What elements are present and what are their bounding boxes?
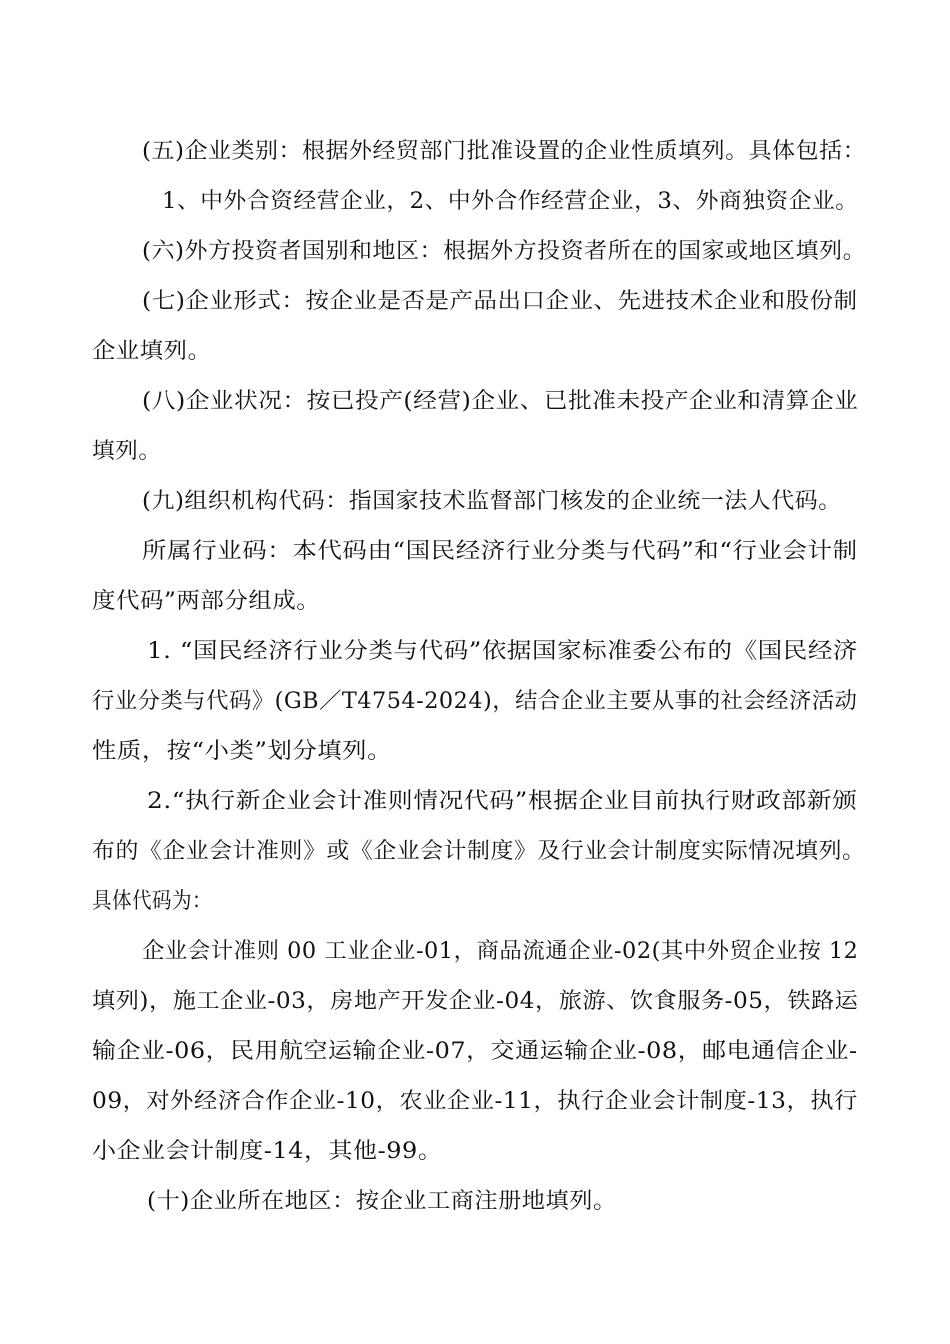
text-line: 所属行业码：本代码由“国民经济行业分类与代码”和“行业会计制: [142, 539, 858, 564]
text-line: 2.“执行新企业会计准则情况代码”根据企业目前执行财政部新颁: [147, 789, 858, 814]
text-line: 1. “国民经济行业分类与代码”依据国家标准委公布的《国民经济: [147, 639, 858, 664]
text-line: 填列)，施工企业-03，房地产开发企业-04，旅游、饮食服务-05，铁路运: [92, 989, 859, 1014]
text-line: 具体代码为：: [92, 889, 213, 914]
text-line: 性质，按“小类”划分填列。: [92, 739, 392, 764]
text-line: 09，对外经济合作企业-10，农业企业-11，执行企业会计制度-13，执行: [92, 1089, 858, 1114]
text-line: (五)企业类别：根据外经贸部门批准设置的企业性质填列。具体包括：: [142, 139, 867, 164]
text-line: 行业分类与代码》(GB／T4754-2024)，结合企业主要从事的社会经济活动: [92, 689, 858, 714]
text-line: (十)企业所在地区：按企业工商注册地填列。: [147, 1189, 617, 1214]
text-line: 布的《企业会计准则》或《企业会计制度》及行业会计制度实际情况填列。: [92, 839, 866, 864]
text-line: (七)企业形式：按企业是否是产品出口企业、先进技术企业和股份制: [142, 289, 858, 314]
text-line: (六)外方投资者国别和地区：根据外方投资者所在的国家或地区填列。: [142, 239, 867, 264]
text-line: 企业填列。: [92, 339, 212, 364]
text-line: (九)组织机构代码：指国家技术监督部门核发的企业统一法人代码。: [142, 489, 842, 514]
text-line: (八)企业状况：按已投产(经营)企业、已批准未投产企业和清算企业: [142, 389, 859, 414]
text-line: 度代码”两部分组成。: [92, 589, 321, 614]
text-line: 填列。: [92, 439, 162, 464]
text-line: 企业会计准则 00 工业企业-01，商品流通企业-02(其中外贸企业按 12: [142, 939, 859, 964]
text-line: 小企业会计制度-14，其他-99。: [92, 1139, 443, 1164]
text-line: 1、中外合资经营企业，2、中外合作经营企业，3、外商独资企业。: [162, 189, 859, 214]
text-line: 输企业-06，民用航空运输企业-07，交通运输企业-08，邮电通信企业-: [92, 1039, 858, 1064]
